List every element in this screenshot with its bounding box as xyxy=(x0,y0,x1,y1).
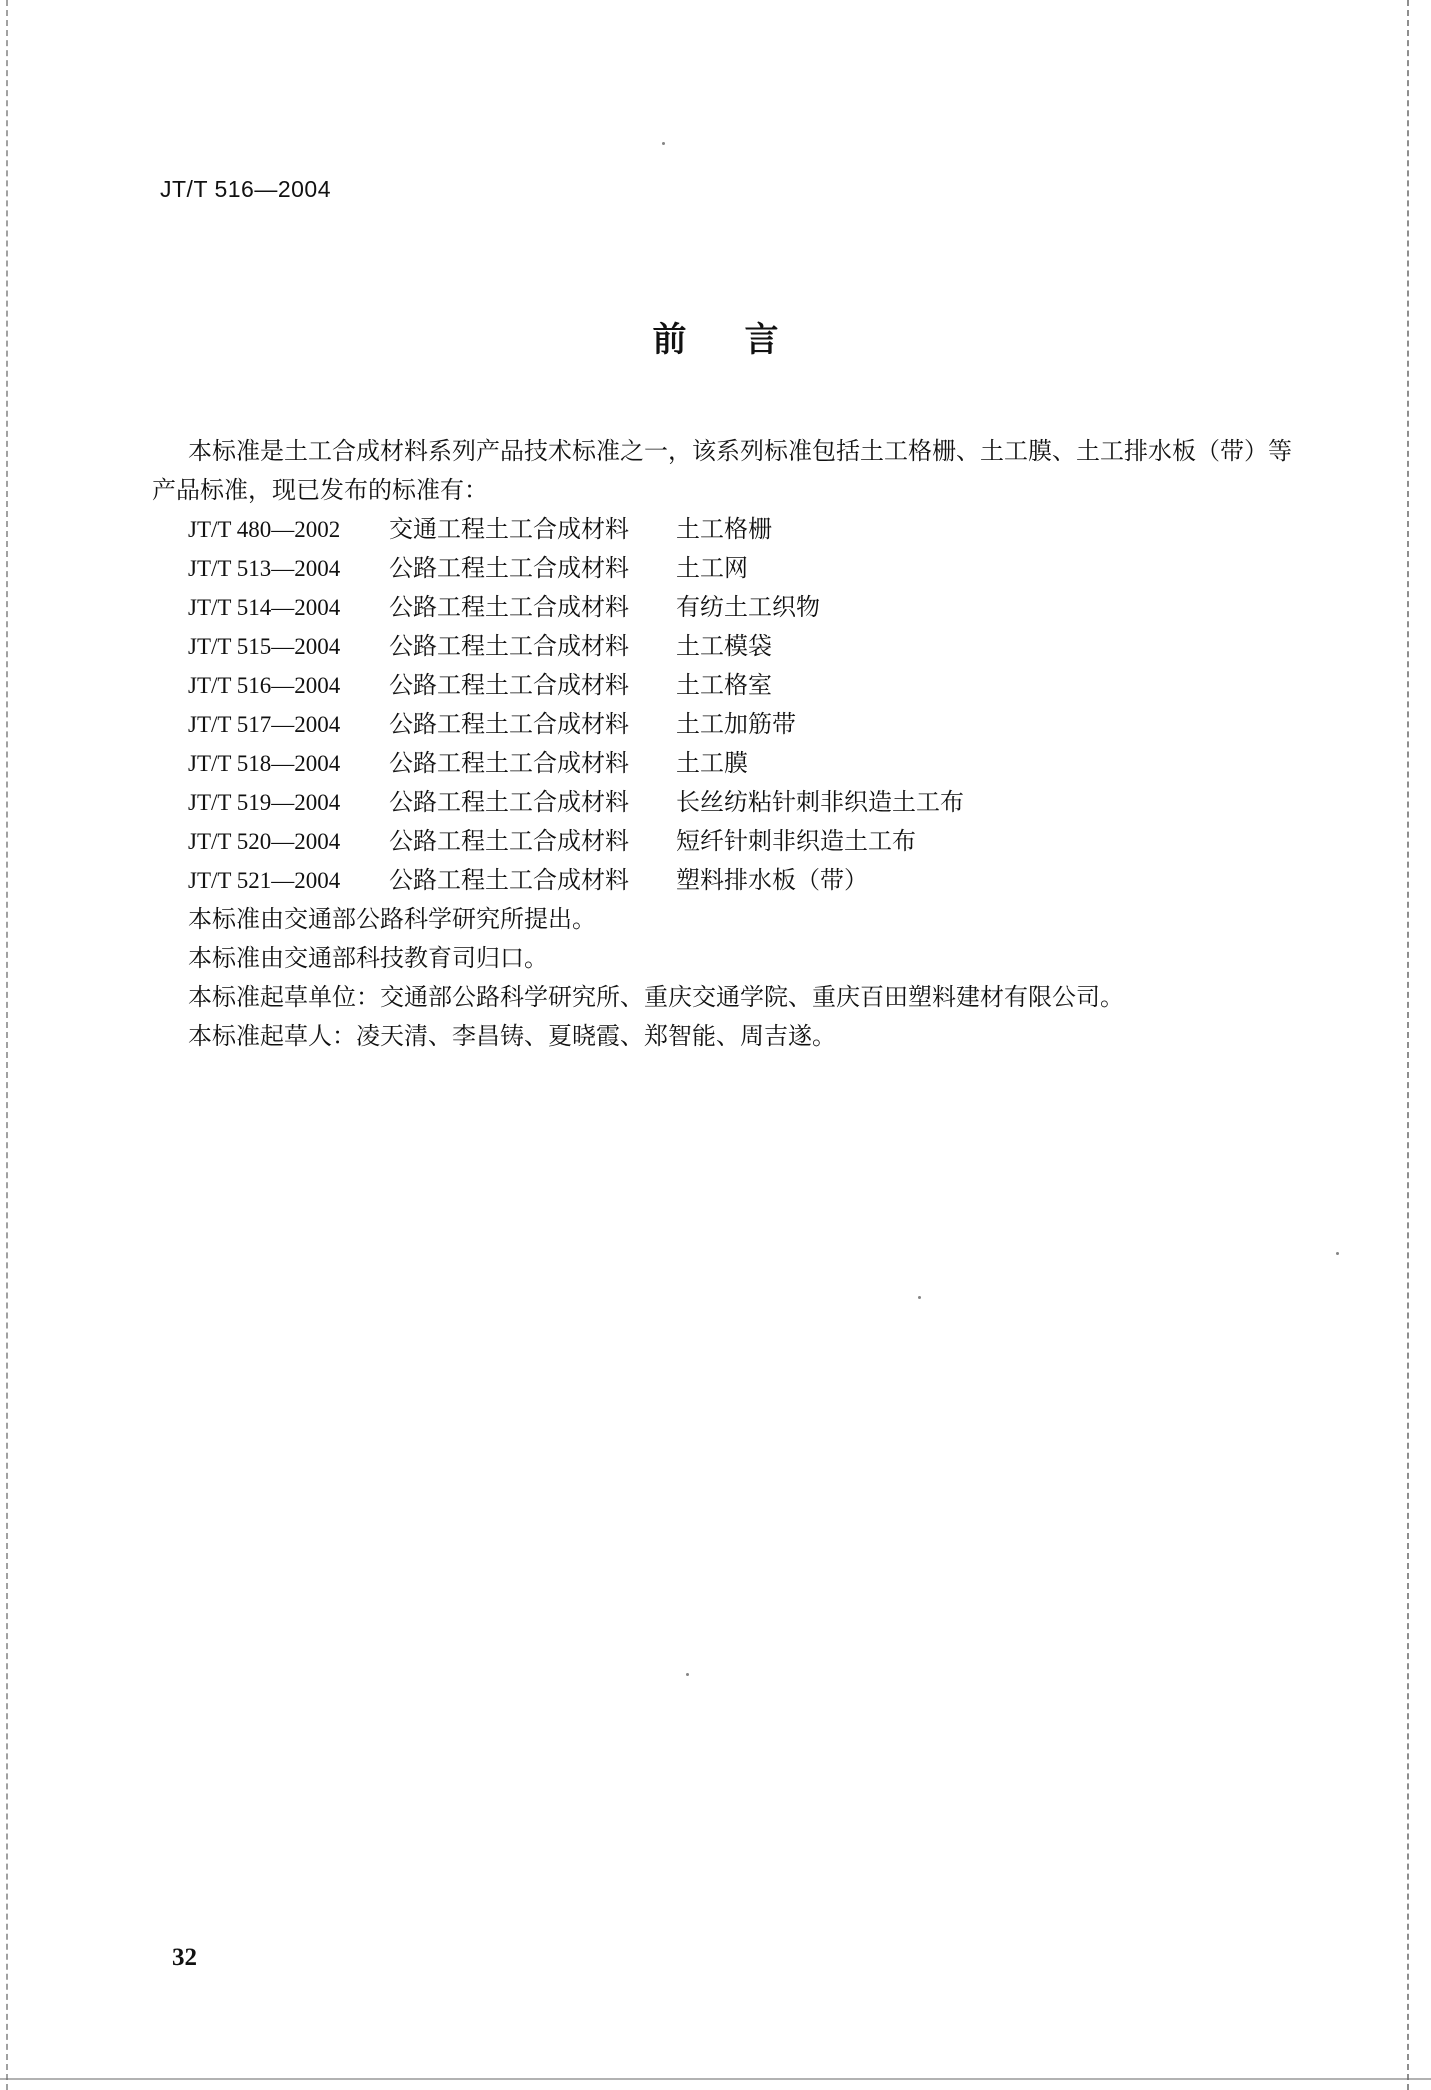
drafters-paragraph: 本标准起草人：凌天清、李昌铸、夏晓霞、郑智能、周吉遂。 xyxy=(188,1022,836,1050)
standard-name: 有纺土工织物 xyxy=(676,593,820,621)
standard-category: 公路工程土工合成材料 xyxy=(389,593,629,621)
scan-speck xyxy=(686,1673,689,1676)
drafting-units-paragraph: 本标准起草单位：交通部公路科学研究所、重庆交通学院、重庆百田塑料建材有限公司。 xyxy=(188,983,1124,1011)
standard-code-header: JT/T 516—2004 xyxy=(160,176,332,202)
standard-name: 土工膜 xyxy=(676,749,748,777)
list-item xyxy=(152,510,1292,549)
standard-category: 公路工程土工合成材料 xyxy=(389,749,629,777)
standard-code: JT/T 520—2004 xyxy=(188,829,341,854)
list-item xyxy=(152,588,1292,627)
standard-code: JT/T 518—2004 xyxy=(188,751,341,776)
standard-category: 公路工程土工合成材料 xyxy=(389,710,629,738)
managed-by-paragraph: 本标准由交通部科技教育司归口。 xyxy=(188,944,548,972)
list-item xyxy=(152,705,1292,744)
standard-category: 公路工程土工合成材料 xyxy=(389,554,629,582)
standard-name: 土工网 xyxy=(676,554,748,582)
standard-name: 塑料排水板（带） xyxy=(676,866,868,894)
page-title: 前言 xyxy=(652,320,837,360)
standard-name: 土工模袋 xyxy=(676,632,772,660)
scan-speck xyxy=(662,142,665,145)
proposed-by-paragraph: 本标准由交通部公路科学研究所提出。 xyxy=(188,905,596,933)
scan-speck xyxy=(918,1296,921,1299)
foreword-body xyxy=(152,432,1292,1056)
list-item xyxy=(152,822,1292,861)
list-item xyxy=(152,861,1292,900)
standard-name: 短纤针刺非织造土工布 xyxy=(676,827,916,855)
intro-paragraph: 本标准是土工合成材料系列产品技术标准之一，该系列标准包括土工格栅、土工膜、土工排水板（带）等产品标准，现已发布的标准有： xyxy=(152,437,1292,504)
standard-code: JT/T 480—2002 xyxy=(188,517,341,542)
standard-code: JT/T 521—2004 xyxy=(188,868,341,893)
standard-code: JT/T 514—2004 xyxy=(188,595,341,620)
standard-name: 土工加筋带 xyxy=(676,710,796,738)
list-item xyxy=(152,783,1292,822)
list-item xyxy=(152,627,1292,666)
standard-code: JT/T 517—2004 xyxy=(188,712,341,737)
scan-speck xyxy=(1336,1252,1339,1255)
standard-name: 长丝纺粘针刺非织造土工布 xyxy=(676,788,964,816)
list-item xyxy=(152,744,1292,783)
standard-category: 公路工程土工合成材料 xyxy=(389,632,629,660)
standard-category: 公路工程土工合成材料 xyxy=(389,788,629,816)
standard-category: 交通工程土工合成材料 xyxy=(389,515,629,543)
standard-category: 公路工程土工合成材料 xyxy=(389,671,629,699)
scan-edge-bottom xyxy=(0,2078,1431,2080)
list-item xyxy=(152,666,1292,705)
standard-name: 土工格室 xyxy=(676,671,772,699)
standard-category: 公路工程土工合成材料 xyxy=(389,866,629,894)
page-number: 32 xyxy=(172,1944,197,1971)
standard-category: 公路工程土工合成材料 xyxy=(389,827,629,855)
standard-name: 土工格栅 xyxy=(676,515,772,543)
standard-code: JT/T 515—2004 xyxy=(188,634,341,659)
standards-list xyxy=(152,510,1292,900)
standard-code: JT/T 513—2004 xyxy=(188,556,341,581)
standard-code: JT/T 516—2004 xyxy=(188,673,341,698)
list-item xyxy=(152,549,1292,588)
standard-code: JT/T 519—2004 xyxy=(188,790,341,815)
